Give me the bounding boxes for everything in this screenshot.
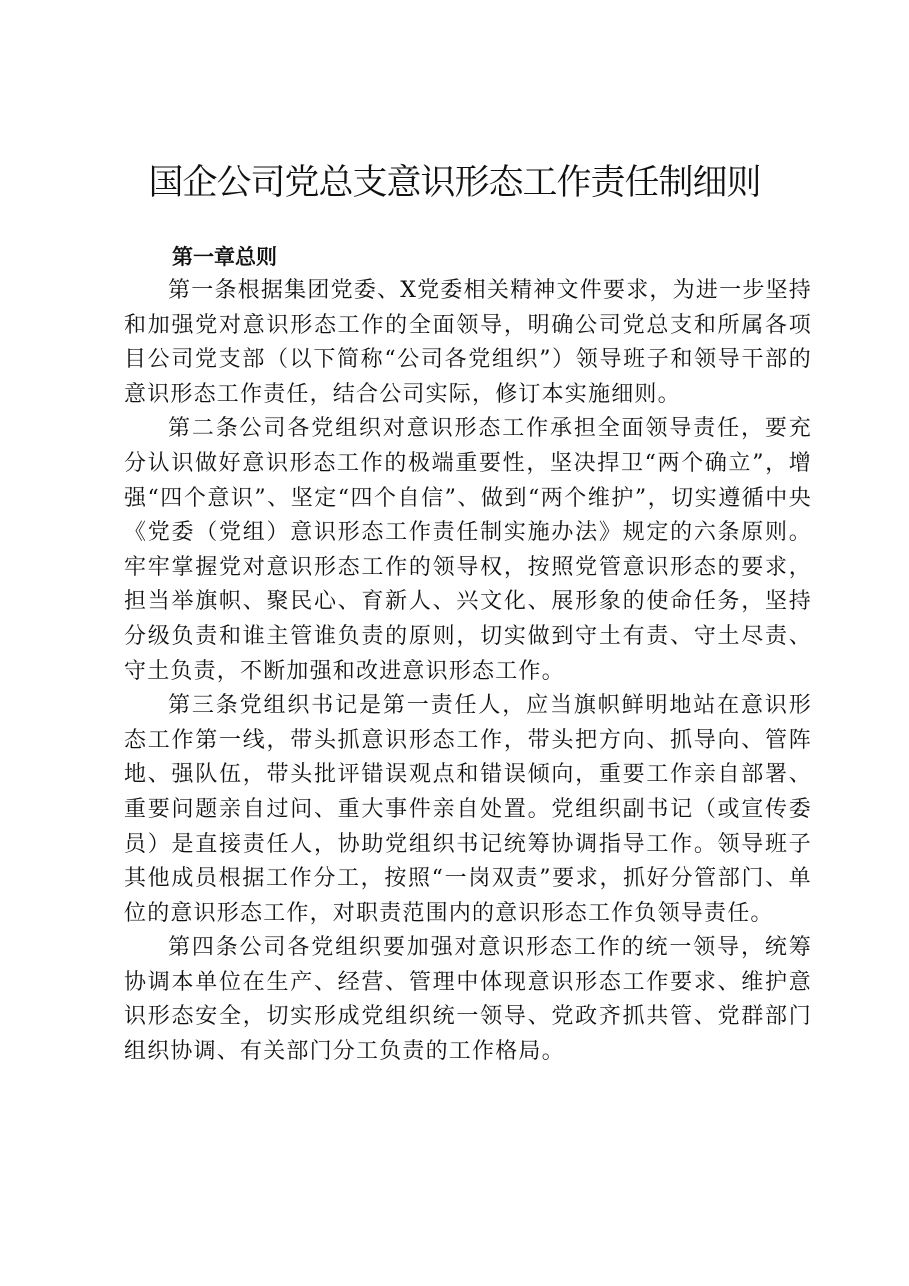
article-4-paragraph: 第四条公司各党组织要加强对意识形态工作的统一领导，统筹协调本单位在生产、经营、管理中体现意识形态工作要求、维护意识形态安全，切实形成党组织统一领导、党政齐抓共管、党群部门组织协调、有关部门分工负责的工作格局。	[124, 935, 812, 1065]
article-1-paragraph: 第一条根据集团党委、X党委相关精神文件要求，为进一步坚持和加强党对意识形态工作的全面领导，明确公司党总支和所属各项目公司党支部（以下简称“公司各党组织”）领导班子和领导干部的意识形态工作责任，结合公司实际，修订本实施细则。	[124, 278, 812, 407]
document-title: 国企公司党总支意识形态工作责任制细则	[148, 163, 761, 203]
article-3-paragraph: 第三条党组织书记是第一责任人，应当旗帜鲜明地站在意识形态工作第一线，带头抓意识形态工作，带头把方向、抓导向、管阵地、强队伍，带头批评错误观点和错误倾向，重要工作亲自部署、重要问题亲自过问、重大事件亲自处置。党组织副书记（或宣传委员）是直接责任人，协助党组织书记统筹协调指导工作。领导班子其他成员根据工作分工，按照“一岗双责”要求，抓好分管部门、单位的意识形态工作，对职责范围内的意识形态工作负领导责任。	[124, 693, 812, 926]
document-body	[124, 274, 812, 1070]
article-2-paragraph: 第二条公司各党组织对意识形态工作承担全面领导责任，要充分认识做好意识形态工作的极端重要性，坚决捍卫“两个确立”，增强“四个意识”、坚定“四个自信”、做到“两个维护”，切实遵循中央《党委（党组）意识形态工作责任制实施办法》规定的六条原则。牢牢掌握党对意识形态工作的领导权，按照党管意识形态的要求，担当举旗帜、聚民心、育新人、兴文化、展形象的使命任务，坚持分级负责和谁主管谁负责的原则，切实做到守土有责、守土尽责、守土负责，不断加强和改进意识形态工作。	[124, 416, 812, 684]
chapter-heading: 第一章总则	[172, 245, 277, 269]
